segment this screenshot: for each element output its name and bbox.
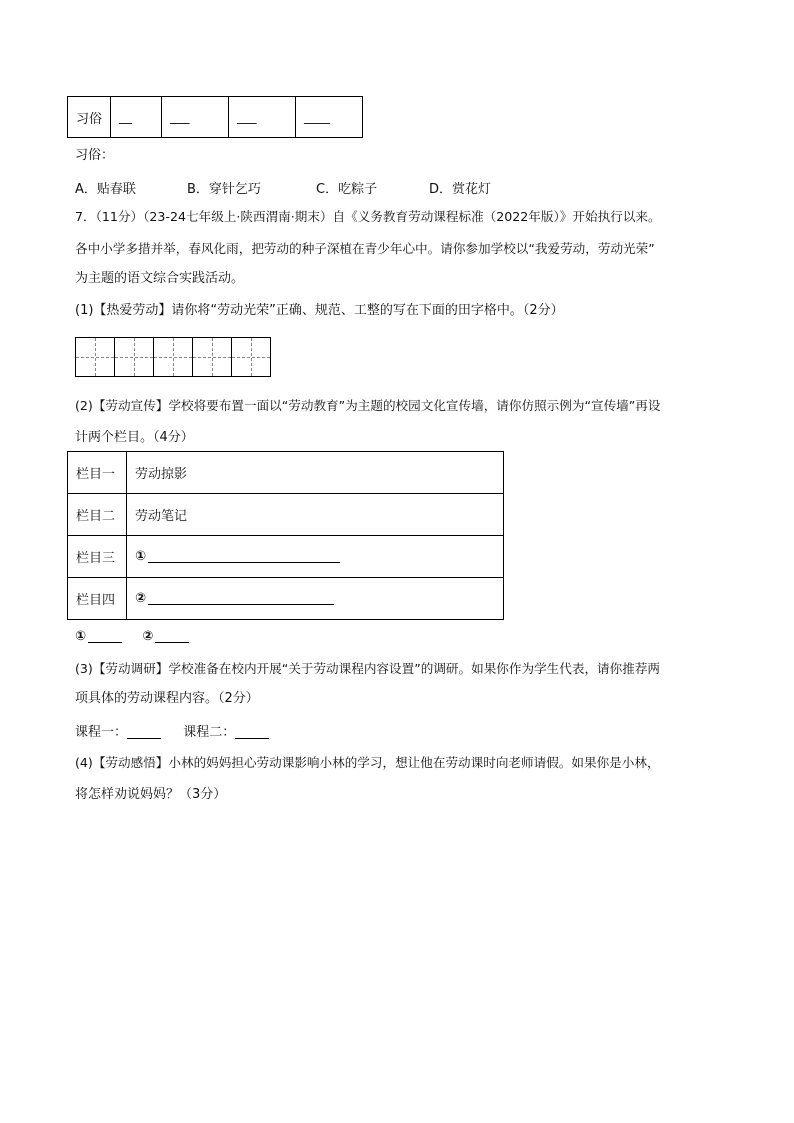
custom-label: 习俗： bbox=[75, 148, 115, 163]
q7-sub3-line2: 项具体的劳动课程内容。（2分） bbox=[75, 691, 259, 706]
q7-sub3-line1: (3)【劳动调研】学校准备在校内开展“关于劳动课程内容设置”的调研。如果你作为学生代表，请你推荐两 bbox=[75, 661, 661, 676]
answer-blanks: ① ② bbox=[75, 629, 189, 644]
custom-blank-3[interactable]: ___ bbox=[229, 97, 296, 138]
q7-sub1: (1)【热爱劳动】请你将“劳动光荣”正确、规范、工整的写在下面的田字格中。（2分） bbox=[75, 303, 564, 318]
custom-table-header: 习俗 bbox=[68, 97, 111, 138]
table-row bbox=[68, 536, 504, 578]
table-row bbox=[68, 494, 504, 536]
custom-blank-1[interactable]: __ bbox=[111, 97, 162, 138]
q7-sub4-line1: (4)【劳动感悟】小林的妈妈担心劳动课影响小林的学习，想让他在劳动课时向老师请假。如果你是小林， bbox=[75, 755, 660, 770]
tianzige-cell[interactable] bbox=[231, 337, 271, 377]
column-answer-2[interactable]: ② bbox=[127, 578, 504, 620]
column-content: 劳动掠影 bbox=[127, 452, 504, 494]
course2-blank[interactable] bbox=[235, 726, 269, 739]
tianzige-grid bbox=[75, 337, 271, 377]
option-d[interactable]: D．赏花灯 bbox=[429, 182, 492, 197]
column-name: 栏目一 bbox=[68, 452, 127, 494]
custom-table bbox=[67, 96, 363, 138]
option-b[interactable]: B．穿针乞巧 bbox=[187, 182, 261, 197]
answer-blank-1[interactable] bbox=[88, 630, 122, 643]
custom-blank-2[interactable]: ___ bbox=[162, 97, 229, 138]
column-content: 劳动笔记 bbox=[127, 494, 504, 536]
tianzige-cell[interactable] bbox=[114, 337, 154, 377]
option-c[interactable]: C．吃粽子 bbox=[316, 182, 378, 197]
table-row bbox=[68, 452, 504, 494]
tianzige-cell[interactable] bbox=[192, 337, 232, 377]
q7-sub2-line1: (2)【劳动宣传】学校将要布置一面以“劳动教育”为主题的校园文化宣传墙，请你仿照示例为“宣传墙”再设 bbox=[75, 398, 661, 413]
custom-blank-4[interactable]: ____ bbox=[296, 97, 363, 138]
column-name: 栏目三 bbox=[68, 536, 127, 578]
q7-line1: 7．（11分）（23-24七年级上·陕西渭南·期末）自《义务教育劳动课程标准（2022年版）》开始执行以来。 bbox=[75, 209, 661, 224]
q7-line3: 为主题的语文综合实践活动。 bbox=[75, 271, 245, 286]
column-name: 栏目四 bbox=[68, 578, 127, 620]
table-row bbox=[68, 578, 504, 620]
course1-blank[interactable] bbox=[127, 726, 161, 739]
course-blanks: 课程一： 课程二： bbox=[75, 721, 269, 740]
q7-sub2-line2: 计两个栏目。（4分） bbox=[75, 430, 194, 445]
tianzige-cell[interactable] bbox=[153, 337, 193, 377]
column-answer-1[interactable]: ① bbox=[127, 536, 504, 578]
q7-sub4-line2: 将怎样劝说妈妈？（3分） bbox=[75, 787, 227, 802]
tianzige-cell[interactable] bbox=[75, 337, 115, 377]
columns-table bbox=[67, 451, 504, 620]
q7-line2: 各中小学多措并举，春风化雨，把劳动的种子深植在青少年心中。请你参加学校以“我爱劳动，劳动光荣” bbox=[75, 241, 655, 256]
column-name: 栏目二 bbox=[68, 494, 127, 536]
answer-blank-2[interactable] bbox=[155, 630, 189, 643]
option-a[interactable]: A．贴春联 bbox=[75, 182, 136, 197]
